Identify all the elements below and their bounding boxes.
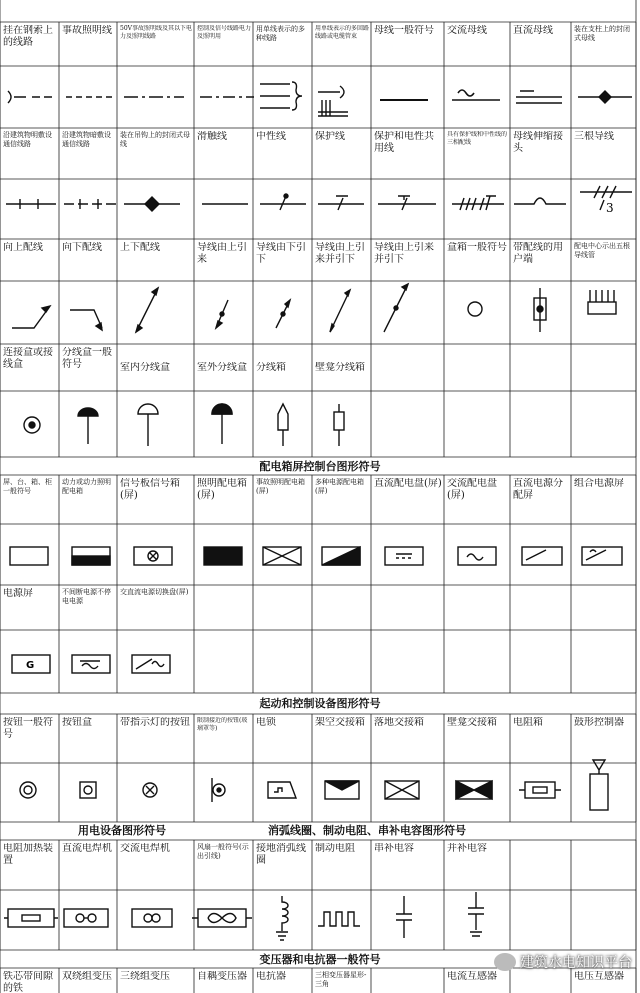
symbol-label: 制动电阻 — [315, 843, 355, 854]
dc-busbar-icon — [516, 91, 562, 103]
dc-panel-icon — [385, 547, 423, 565]
arc-suppression-coil-icon — [276, 896, 288, 940]
symbol-label: 事故照明配电箱(屏) — [256, 478, 305, 495]
symbol-label: 具有保护线和中性线的三相配线 — [447, 131, 508, 146]
indicator-button-icon — [143, 783, 157, 797]
symbol-label: 铁芯带间隙的铁 — [3, 971, 53, 992]
symbol-label: 装在吊钩上的封闭式母线 — [120, 131, 190, 148]
button-box-icon — [80, 782, 96, 798]
signal-box-icon — [134, 547, 172, 565]
symbol-label: 信号板信号箱(屏) — [120, 478, 180, 501]
power-box-icon — [72, 547, 110, 565]
symbol-label: 控制及信号线路电力及照明用 — [197, 25, 251, 40]
from-above-icon — [216, 300, 228, 328]
ac-dc-switch-icon — [132, 655, 170, 673]
symbol-label: 架空交接箱 — [315, 717, 365, 728]
fan-icon — [192, 909, 252, 927]
three-phase-pe-icon — [452, 196, 504, 210]
wiring-down-icon — [70, 310, 102, 330]
shunt-capacitor-icon — [468, 892, 484, 936]
ac-welder-icon — [132, 909, 172, 927]
protective-line-icon — [318, 196, 364, 210]
pole-busbar-icon — [578, 91, 632, 103]
push-button-icon — [20, 782, 36, 798]
user-terminal-icon — [534, 288, 546, 332]
symbol-label: 滑触线 — [197, 131, 227, 142]
symbol-label: 壁龛交接箱 — [447, 717, 497, 728]
symbol-label: 鼓形控制器 — [574, 717, 624, 728]
symbol-label: 串补电容 — [374, 843, 414, 854]
ups-icon — [72, 655, 110, 673]
telecom-concealed-icon — [64, 199, 116, 209]
symbol-label: 上下配线 — [120, 242, 160, 253]
through-below-icon — [384, 284, 408, 332]
lighting-box-icon — [204, 547, 242, 565]
symbol-label: 中性线 — [256, 131, 286, 142]
pen-line-icon — [378, 196, 436, 210]
symbol-label: 按钮一般符号 — [3, 717, 53, 740]
box-general-icon — [468, 302, 482, 316]
ac-panel-icon — [458, 547, 496, 565]
symbol-label: 导线由上引来并引下 — [315, 242, 365, 265]
niche-cabinet-icon — [456, 781, 492, 799]
symbol-label: 三相变压器星形-三角 — [315, 971, 367, 988]
multi-source-box-icon — [322, 547, 360, 565]
symbol-label: 落地交接箱 — [374, 717, 424, 728]
wechat-logo-icon — [494, 953, 516, 971]
combined-power-screen-icon — [582, 547, 622, 565]
emergency-box-icon — [263, 547, 301, 565]
braking-resistor-icon — [318, 912, 360, 926]
symbol-label: 三绕组变压 — [120, 971, 170, 982]
symbol-label: 装在支柱上的封闭式母线 — [574, 25, 630, 42]
section-title-arc: 消弧线圈、制动电阻、串补电容图形符号 — [268, 824, 466, 837]
section-title-control: 起动和控制设备图形符号 — [259, 697, 381, 710]
symbol-label: 电抗器 — [256, 971, 286, 982]
section-title-distribution: 配电箱屏控制台图形符号 — [259, 460, 381, 473]
wiring-up-down-icon — [136, 288, 158, 332]
symbol-label: 电锁 — [256, 717, 276, 728]
through-above-icon — [330, 290, 350, 332]
symbol-label: 电源屏 — [3, 588, 33, 599]
symbol-label: 接地消弧线圈 — [256, 843, 306, 866]
symbol-label: 组合电源屏 — [574, 478, 624, 489]
cable-bundle-icon — [318, 86, 348, 116]
ac-busbar-icon — [452, 90, 500, 100]
symbol-label: 风扇一般符号(示出引线) — [197, 843, 249, 860]
section-title-transformer: 变压器和电抗器一般符号 — [259, 953, 381, 966]
symbol-label: 向下配线 — [62, 242, 102, 253]
distribution-cabinet-icon — [278, 404, 288, 446]
symbol-label: 交流母线 — [447, 25, 487, 36]
catenary-line-icon — [8, 91, 52, 103]
resistor-box-icon — [519, 782, 561, 798]
symbol-label: 沿建筑物暗敷设通信线路 — [62, 131, 111, 148]
symbol-label: 壁龛分线箱 — [315, 362, 365, 373]
symbol-label: 动力或动力照明配电箱 — [62, 478, 111, 495]
overhead-cabinet-icon — [325, 781, 359, 799]
symbol-label: 母线一般符号 — [374, 25, 434, 36]
electric-lock-icon — [268, 782, 296, 798]
resistance-heater-icon — [4, 909, 58, 927]
distribution-box-icon — [78, 408, 98, 444]
watermark — [494, 952, 632, 972]
symbol-label: 配电中心示出五根导线管 — [574, 242, 630, 259]
symbol-label: 分线盒一般符号 — [62, 347, 112, 370]
symbol-label: 直流配电盘(屏) — [374, 478, 442, 489]
watermark-text: 建筑水电知识平台 — [520, 955, 632, 971]
symbol-label: 盒箱一般符号 — [447, 242, 507, 253]
cabinet-general-icon — [10, 547, 48, 565]
symbol-label: 用单线表示的多回路线路或电缆管束 — [315, 25, 369, 40]
symbol-label: 电流互感器 — [447, 971, 497, 982]
symbol-label: 连接盒或接线盒 — [3, 347, 53, 370]
symbol-label: 导线由下引下 — [256, 242, 306, 265]
symbol-label: 照明配电箱(屏) — [197, 478, 247, 501]
dc-distribution-screen-icon — [522, 547, 562, 565]
symbol-label: 电阻箱 — [513, 717, 543, 728]
symbol-label: 自耦变压器 — [197, 971, 247, 982]
busbar-expansion-icon — [514, 198, 566, 204]
section-title-equipment: 用电设备图形符号 — [78, 824, 166, 837]
symbol-label: 保护和电性共用线 — [374, 131, 434, 154]
symbol-label: 导线由上引来 — [197, 242, 247, 265]
symbol-label: 限制接近的按钮(玻璃罩等) — [197, 717, 248, 732]
symbol-label: 交流电焊机 — [120, 843, 170, 854]
symbol-label: 电阻加热装置 — [3, 843, 53, 866]
indoor-box-icon — [138, 404, 158, 446]
symbol-label: 挂在钢索上的线路 — [3, 25, 53, 48]
neutral-line-icon — [260, 194, 306, 210]
dc-welder-icon — [64, 909, 108, 927]
symbol-label: 向上配线 — [3, 242, 43, 253]
symbol-label: 不间断电源不停电电源 — [62, 588, 111, 605]
symbol-label: 保护线 — [315, 131, 345, 142]
symbol-label: 三根导线 — [574, 131, 614, 142]
wiring-up-icon — [12, 306, 50, 328]
symbol-label: 沿建筑物明敷设通信线路 — [3, 131, 52, 148]
generator-glyph: G — [26, 660, 35, 671]
distribution-center-icon — [588, 290, 616, 314]
symbol-label: 直流电源分配屏 — [513, 478, 563, 501]
symbol-label: 带配线的用户端 — [513, 242, 563, 265]
wall-niche-box-icon — [334, 404, 344, 446]
symbol-label: 室内分线盒 — [120, 362, 170, 373]
symbol-label: 分线箱 — [256, 362, 286, 373]
symbol-label: 用单线表示的多种线路 — [256, 25, 305, 42]
restricted-button-icon — [212, 778, 225, 802]
symbol-label: 双绕组变压 — [62, 971, 112, 982]
symbol-label: 事故照明线 — [62, 25, 112, 36]
from-below-icon — [276, 300, 290, 328]
junction-box-icon — [24, 417, 40, 433]
symbol-label: 多种电源配电箱(屏) — [315, 478, 364, 495]
symbol-label: 按钮盒 — [62, 717, 92, 728]
symbol-label: 交直流电源切换盘(屏) — [120, 588, 189, 596]
symbol-label: 带指示灯的按钮 — [120, 717, 190, 728]
symbol-label: 屏、台、箱、柜一般符号 — [3, 478, 52, 495]
symbol-label: 母线伸缩接头 — [513, 131, 563, 154]
symbol-label: 导线由上引来并引下 — [374, 242, 434, 265]
symbol-label: 并补电容 — [447, 843, 487, 854]
telecom-surface-icon — [6, 199, 56, 209]
hook-busbar-icon — [124, 197, 180, 211]
multi-line-icon — [260, 82, 302, 110]
symbol-label: 直流母线 — [513, 25, 553, 36]
symbol-label: 交流配电盘(屏) — [447, 478, 497, 501]
symbol-label: 电压互感器 — [574, 971, 624, 982]
series-capacitor-icon — [396, 896, 412, 938]
outdoor-box-icon — [212, 404, 232, 444]
symbol-label: 直流电焊机 — [62, 843, 112, 854]
symbol-label: 50V事故照明线及其以下电力及照明线路 — [120, 25, 192, 40]
conductor-count-glyph: 3 — [606, 201, 614, 215]
floor-cabinet-icon — [385, 781, 419, 799]
symbol-label: 室外分线盒 — [197, 362, 247, 373]
drum-controller-icon — [590, 760, 608, 810]
